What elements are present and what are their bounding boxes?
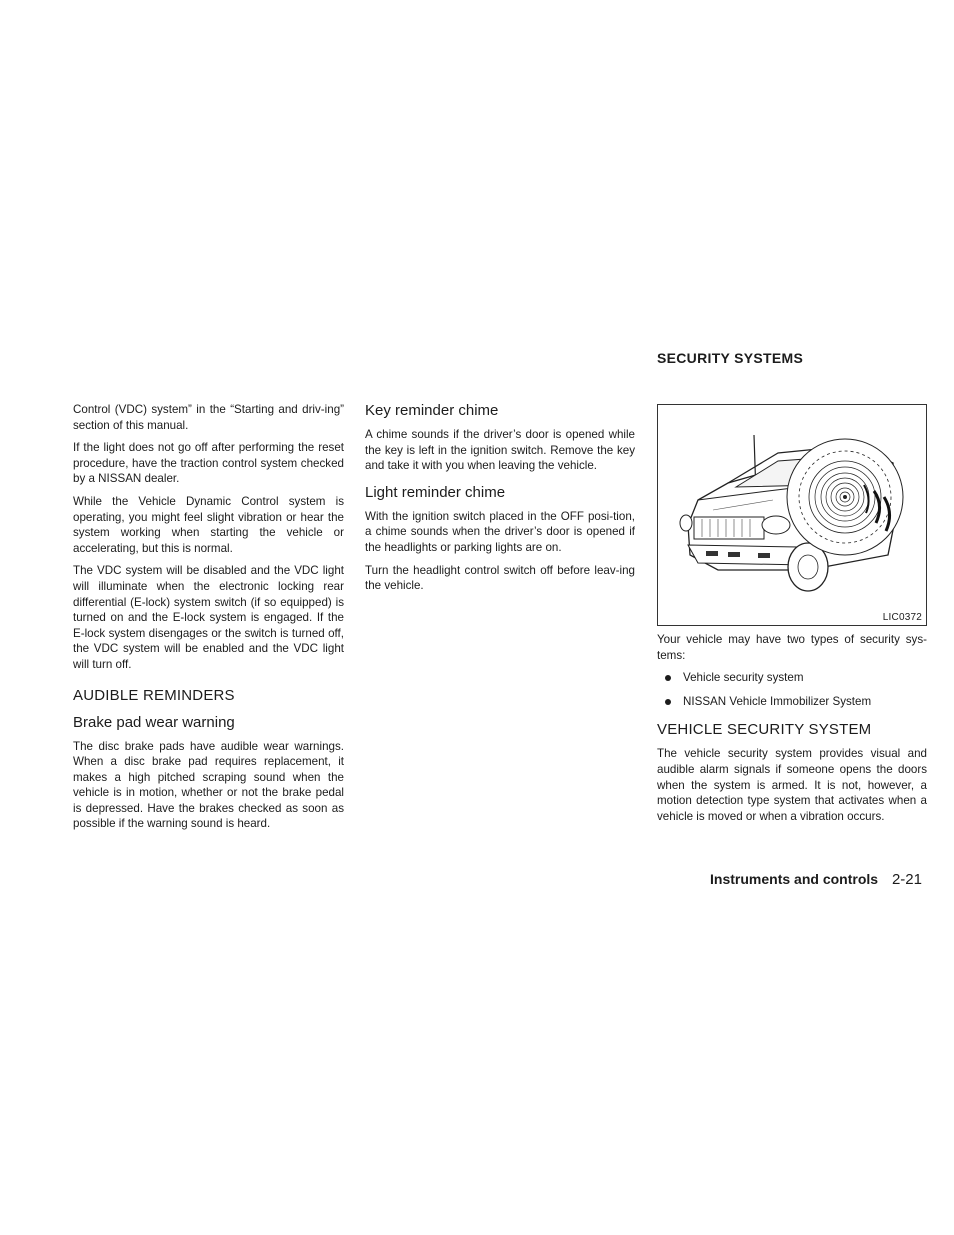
light-reminder-heading: Light reminder chime xyxy=(365,483,506,501)
vdc-disabled-paragraph: The VDC system will be disabled and the VDC light will illuminate when the electronic locking rear differential (E-lock) system switch (if so equipped) is turned on and the E-lock system is engaged. If the E-lock system disengages or the switch is turned off, the VDC system will be enabled and the VDC light will turn off. xyxy=(73,564,344,671)
list-item xyxy=(657,694,927,710)
key-reminder-paragraph: A chime sounds if the driver’s door is opened while the key is left in the ignition switch. Remove the key and take it with you when leaving the vehicle. xyxy=(365,428,635,473)
figure-label: LIC0372 xyxy=(882,612,922,623)
vehicle-alarm-illustration xyxy=(658,405,926,625)
right-column xyxy=(657,350,927,831)
key-reminder-heading: Key reminder chime xyxy=(365,402,499,419)
vehicle-security-paragraph: The vehicle security system provides visual and audible alarm signals if someone opens the doors when the system is armed. It is not, however, a motion detection type system that activates when a vehicle is moved or when a vibration occurs. xyxy=(657,747,927,823)
middle-column xyxy=(365,402,635,601)
vehicle-security-heading: VEHICLE SECURITY SYSTEM xyxy=(657,721,872,739)
list-item-text: Vehicle security system xyxy=(683,671,804,685)
brake-pad-paragraph: The disc brake pads have audible wear warnings. When a disc brake pad requires replacement, it makes a high pitched scraping sound when the vehicle is in motion, whether or not the brake pedal is depressed. Have the brakes checked as soon as possible if the warning sound is heard. xyxy=(73,739,344,831)
list-item xyxy=(657,670,927,686)
footer-section-name: Instruments and controls xyxy=(710,871,879,887)
page-footer xyxy=(710,871,922,888)
vdc-operating-paragraph: While the Vehicle Dynamic Control system is operating, you might feel slight vibration or hear the system working when starting the vehicle or accelerating, but this is normal. xyxy=(73,494,344,555)
brake-pad-warning-heading: Brake pad wear warning xyxy=(73,713,235,731)
bullet-icon xyxy=(665,699,671,705)
light-reminder-paragraph: With the ignition switch placed in the OFF posi-tion, a chime sounds when the driver’s door is opened if the headlights or parking lights are on. xyxy=(365,509,635,554)
page-number: 2-21 xyxy=(891,871,922,888)
security-types-paragraph: Your vehicle may have two types of security sys-tems: xyxy=(657,633,927,662)
security-types-list xyxy=(657,670,927,709)
headlight-switch-paragraph: Turn the headlight control switch off before leav-ing the vehicle. xyxy=(365,563,635,593)
security-systems-title: SECURITY SYSTEMS xyxy=(657,350,804,366)
vdc-continued-paragraph: Control (VDC) system” in the “Starting and driv-ing” section of this manual. xyxy=(73,403,344,432)
list-item-text: NISSAN Vehicle Immobilizer System xyxy=(683,694,872,708)
audible-reminders-heading: AUDIBLE REMINDERS xyxy=(73,686,235,704)
light-reset-paragraph: If the light does not go off after performing the reset procedure, have the traction control system checked by a NISSAN dealer. xyxy=(73,441,344,486)
bullet-icon xyxy=(665,675,671,681)
vehicle-security-figure xyxy=(657,404,927,626)
left-column xyxy=(73,402,344,839)
